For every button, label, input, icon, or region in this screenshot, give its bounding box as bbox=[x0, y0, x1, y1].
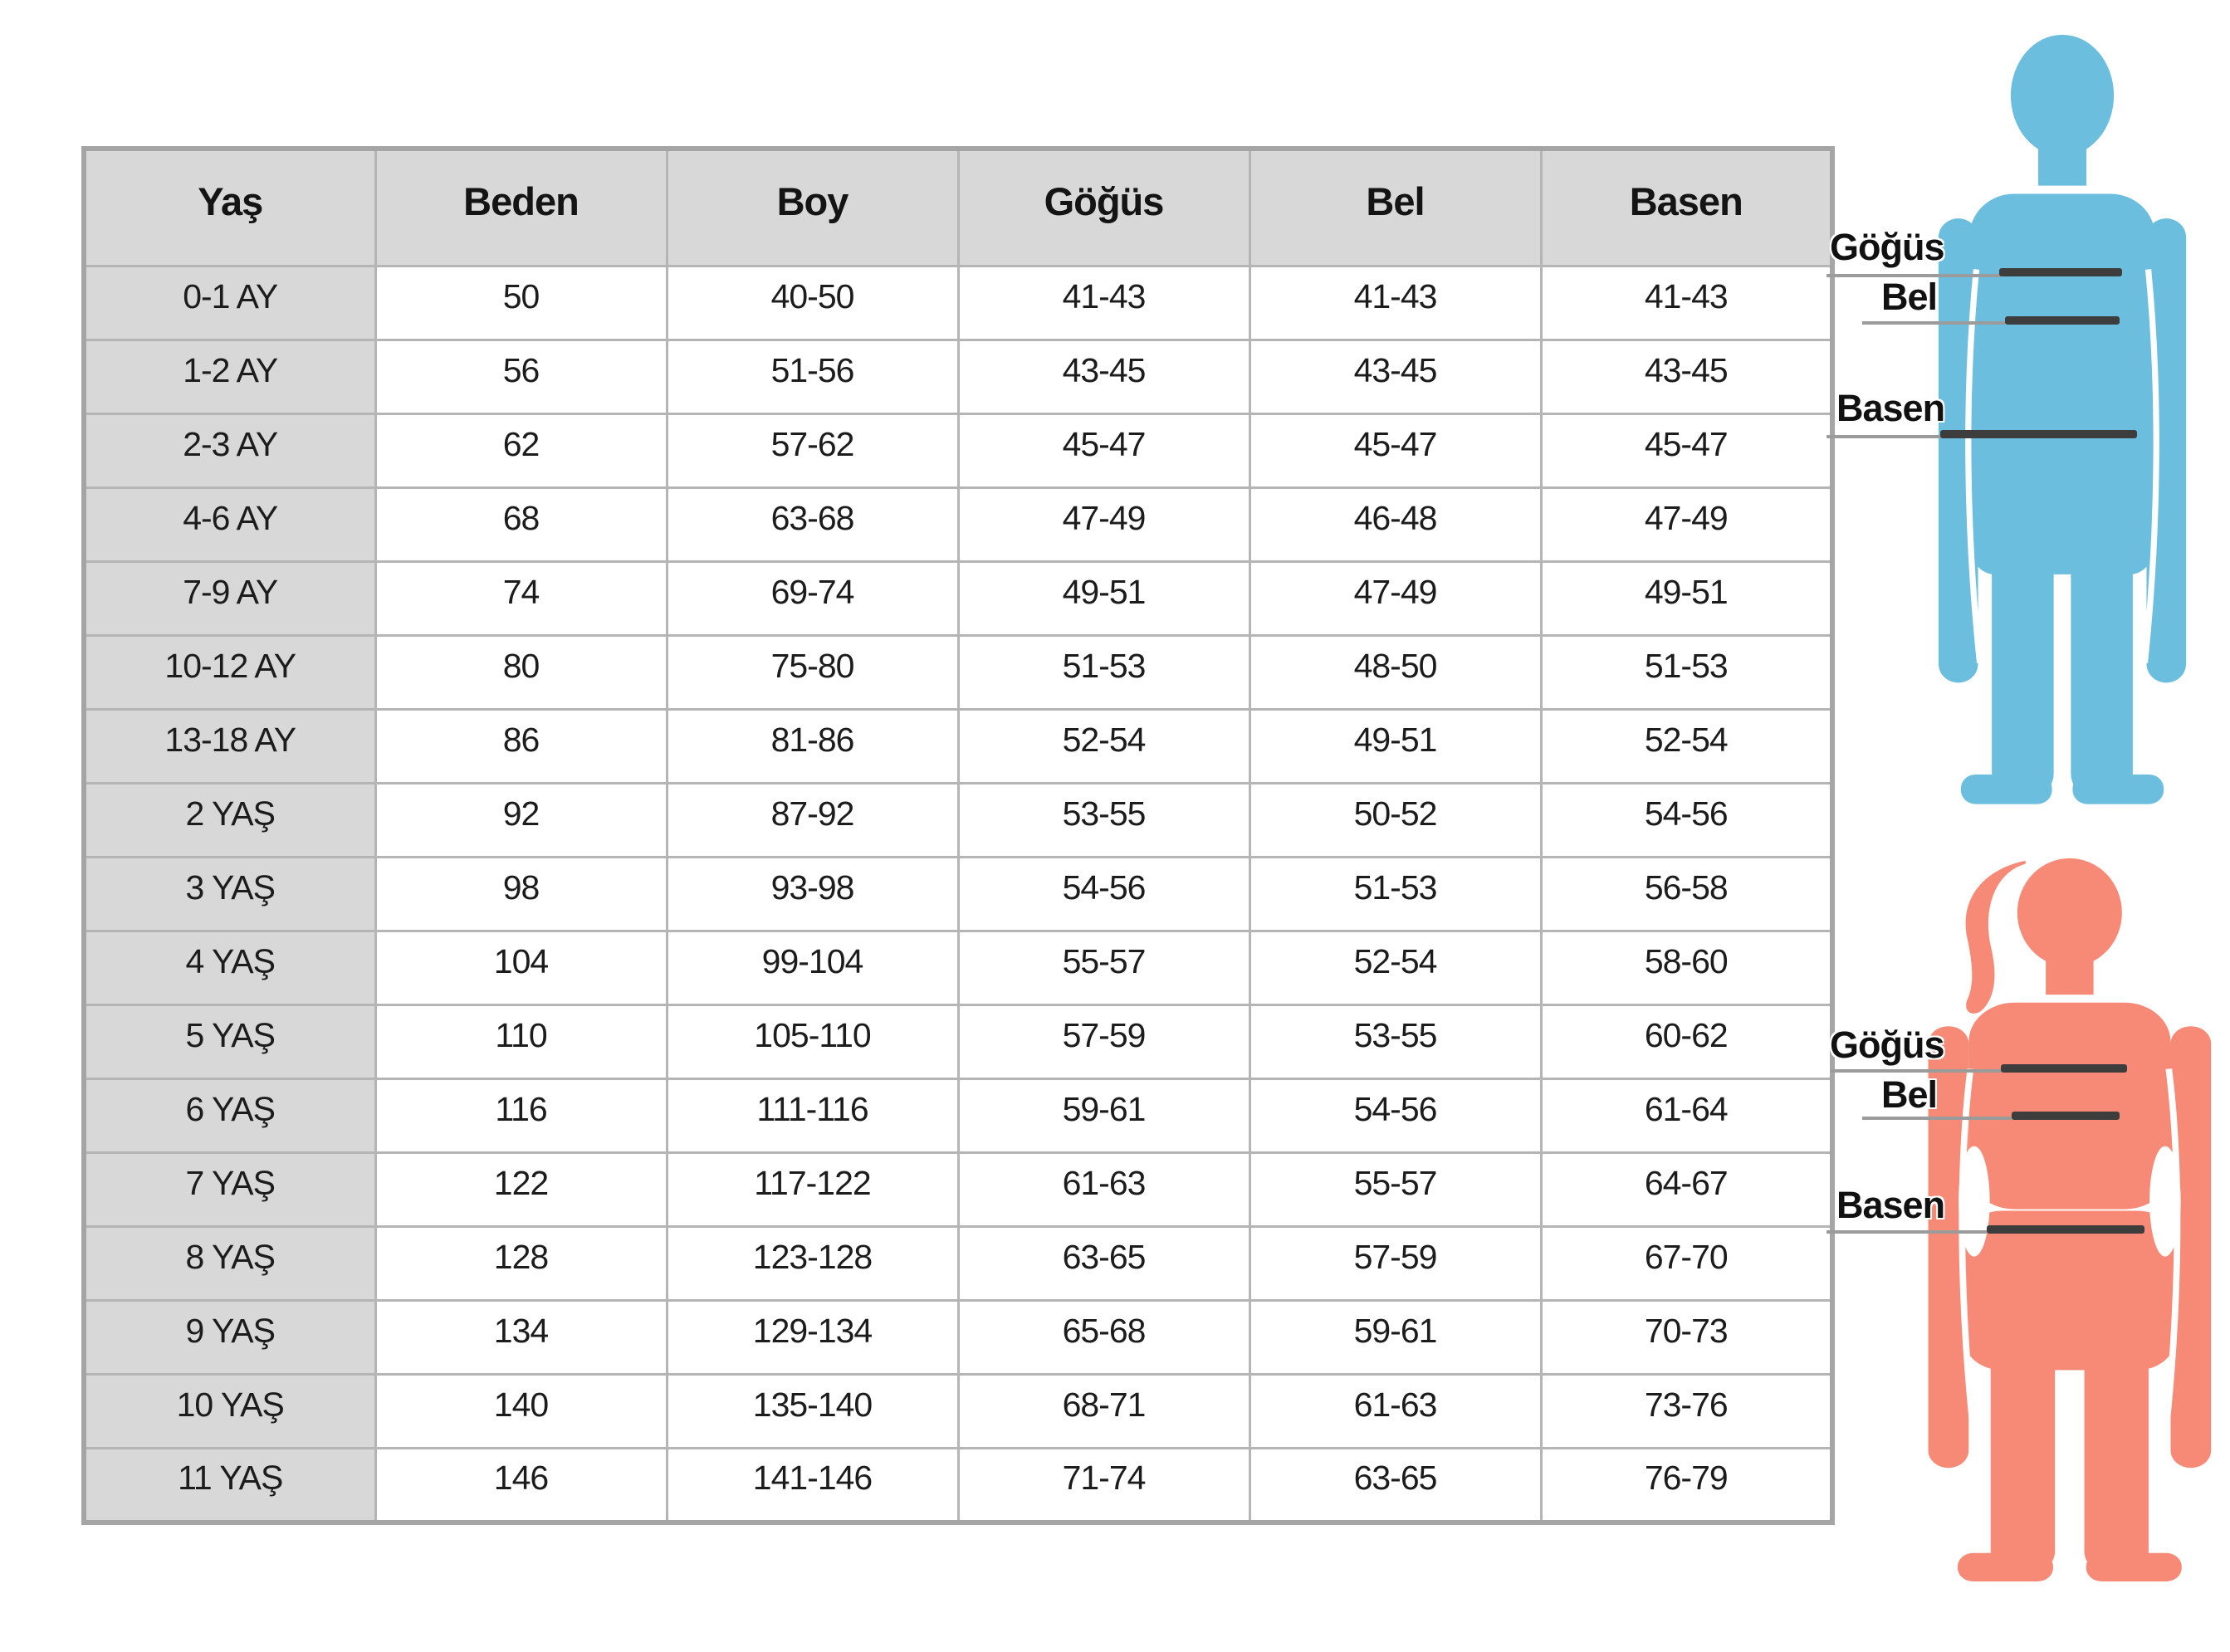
table-row bbox=[84, 1153, 1832, 1227]
age-cell: 9 YAŞ bbox=[84, 1301, 375, 1375]
value-cell: 54-56 bbox=[958, 858, 1249, 931]
boy-chest-line bbox=[1999, 268, 2122, 276]
age-cell: 11 YAŞ bbox=[84, 1449, 375, 1522]
value-cell: 57-59 bbox=[1249, 1227, 1541, 1301]
girl-chest-line bbox=[2001, 1064, 2127, 1073]
size-table-body bbox=[84, 266, 1832, 1522]
value-cell: 81-86 bbox=[667, 710, 958, 784]
value-cell: 47-49 bbox=[958, 488, 1249, 562]
table-row bbox=[84, 710, 1832, 784]
value-cell: 53-55 bbox=[1249, 1005, 1541, 1079]
value-cell: 61-63 bbox=[1249, 1375, 1541, 1449]
age-cell: 2-3 AY bbox=[84, 414, 375, 488]
value-cell: 45-47 bbox=[1541, 414, 1832, 488]
value-cell: 48-50 bbox=[1249, 636, 1541, 710]
value-cell: 54-56 bbox=[1541, 784, 1832, 858]
value-cell: 70-73 bbox=[1541, 1301, 1832, 1375]
value-cell: 129-134 bbox=[667, 1301, 958, 1375]
boy-hip-line bbox=[1940, 430, 2137, 438]
age-cell: 1-2 AY bbox=[84, 340, 375, 414]
value-cell: 55-57 bbox=[958, 931, 1249, 1005]
value-cell: 41-43 bbox=[958, 266, 1249, 340]
value-cell: 55-57 bbox=[1249, 1153, 1541, 1227]
value-cell: 40-50 bbox=[667, 266, 958, 340]
value-cell: 86 bbox=[375, 710, 667, 784]
age-cell: 5 YAŞ bbox=[84, 1005, 375, 1079]
boy-hip-label: Basen bbox=[1836, 387, 1945, 429]
column-header-göğüs: Göğüs bbox=[958, 149, 1249, 266]
table-row bbox=[84, 1301, 1832, 1375]
value-cell: 43-45 bbox=[1249, 340, 1541, 414]
value-cell: 47-49 bbox=[1541, 488, 1832, 562]
table-row bbox=[84, 1375, 1832, 1449]
value-cell: 122 bbox=[375, 1153, 667, 1227]
age-cell: 4-6 AY bbox=[84, 488, 375, 562]
value-cell: 59-61 bbox=[1249, 1301, 1541, 1375]
age-cell: 10-12 AY bbox=[84, 636, 375, 710]
value-cell: 51-53 bbox=[958, 636, 1249, 710]
value-cell: 73-76 bbox=[1541, 1375, 1832, 1449]
table-row bbox=[84, 636, 1832, 710]
value-cell: 49-51 bbox=[1249, 710, 1541, 784]
boy-chest-label: Göğüs bbox=[1830, 226, 1944, 268]
table-row bbox=[84, 931, 1832, 1005]
value-cell: 51-53 bbox=[1249, 858, 1541, 931]
value-cell: 68 bbox=[375, 488, 667, 562]
value-cell: 92 bbox=[375, 784, 667, 858]
table-row bbox=[84, 784, 1832, 858]
girl-hip-line-leader bbox=[1827, 1230, 1987, 1234]
age-cell: 4 YAŞ bbox=[84, 931, 375, 1005]
value-cell: 52-54 bbox=[1249, 931, 1541, 1005]
value-cell: 49-51 bbox=[1541, 562, 1832, 636]
value-cell: 63-65 bbox=[958, 1227, 1249, 1301]
value-cell: 49-51 bbox=[958, 562, 1249, 636]
age-cell: 7-9 AY bbox=[84, 562, 375, 636]
value-cell: 60-62 bbox=[1541, 1005, 1832, 1079]
value-cell: 146 bbox=[375, 1449, 667, 1522]
value-cell: 63-65 bbox=[1249, 1449, 1541, 1522]
value-cell: 51-53 bbox=[1541, 636, 1832, 710]
value-cell: 56 bbox=[375, 340, 667, 414]
value-cell: 75-80 bbox=[667, 636, 958, 710]
value-cell: 128 bbox=[375, 1227, 667, 1301]
boy-hip-line-leader bbox=[1827, 435, 1940, 438]
value-cell: 52-54 bbox=[958, 710, 1249, 784]
value-cell: 117-122 bbox=[667, 1153, 958, 1227]
value-cell: 50 bbox=[375, 266, 667, 340]
value-cell: 61-64 bbox=[1541, 1079, 1832, 1153]
table-row bbox=[84, 1005, 1832, 1079]
value-cell: 140 bbox=[375, 1375, 667, 1449]
value-cell: 46-48 bbox=[1249, 488, 1541, 562]
girl-chest-label: Göğüs bbox=[1830, 1024, 1944, 1066]
size-table bbox=[81, 146, 1835, 1525]
girl-waist-line-leader bbox=[1862, 1117, 2012, 1120]
value-cell: 65-68 bbox=[958, 1301, 1249, 1375]
value-cell: 58-60 bbox=[1541, 931, 1832, 1005]
value-cell: 67-70 bbox=[1541, 1227, 1832, 1301]
age-cell: 3 YAŞ bbox=[84, 858, 375, 931]
value-cell: 80 bbox=[375, 636, 667, 710]
table-row bbox=[84, 1079, 1832, 1153]
value-cell: 141-146 bbox=[667, 1449, 958, 1522]
value-cell: 99-104 bbox=[667, 931, 958, 1005]
age-cell: 6 YAŞ bbox=[84, 1079, 375, 1153]
table-row bbox=[84, 340, 1832, 414]
value-cell: 111-116 bbox=[667, 1079, 958, 1153]
column-header-boy: Boy bbox=[667, 149, 958, 266]
table-row bbox=[84, 1449, 1832, 1522]
value-cell: 68-71 bbox=[958, 1375, 1249, 1449]
value-cell: 47-49 bbox=[1249, 562, 1541, 636]
age-cell: 0-1 AY bbox=[84, 266, 375, 340]
value-cell: 53-55 bbox=[958, 784, 1249, 858]
girl-hip-line bbox=[1987, 1225, 2144, 1234]
column-header-bel: Bel bbox=[1249, 149, 1541, 266]
age-cell: 13-18 AY bbox=[84, 710, 375, 784]
age-cell: 2 YAŞ bbox=[84, 784, 375, 858]
value-cell: 41-43 bbox=[1541, 266, 1832, 340]
value-cell: 134 bbox=[375, 1301, 667, 1375]
value-cell: 62 bbox=[375, 414, 667, 488]
girl-chest-line-leader bbox=[1831, 1069, 2001, 1073]
column-header-basen: Basen bbox=[1541, 149, 1832, 266]
value-cell: 64-67 bbox=[1541, 1153, 1832, 1227]
value-cell: 76-79 bbox=[1541, 1449, 1832, 1522]
value-cell: 45-47 bbox=[1249, 414, 1541, 488]
value-cell: 61-63 bbox=[958, 1153, 1249, 1227]
value-cell: 56-58 bbox=[1541, 858, 1832, 931]
size-table-head bbox=[84, 149, 1832, 266]
table-row bbox=[84, 562, 1832, 636]
boy-waist-label: Bel bbox=[1881, 276, 1938, 318]
value-cell: 57-59 bbox=[958, 1005, 1249, 1079]
girl-figure bbox=[1906, 840, 2218, 1629]
value-cell: 123-128 bbox=[667, 1227, 958, 1301]
column-header-yaş: Yaş bbox=[84, 149, 375, 266]
girl-silhouette bbox=[1906, 840, 2218, 1629]
size-table-header-row bbox=[84, 149, 1832, 266]
table-row bbox=[84, 858, 1832, 931]
value-cell: 116 bbox=[375, 1079, 667, 1153]
value-cell: 74 bbox=[375, 562, 667, 636]
column-header-beden: Beden bbox=[375, 149, 667, 266]
value-cell: 93-98 bbox=[667, 858, 958, 931]
value-cell: 45-47 bbox=[958, 414, 1249, 488]
value-cell: 41-43 bbox=[1249, 266, 1541, 340]
value-cell: 135-140 bbox=[667, 1375, 958, 1449]
value-cell: 50-52 bbox=[1249, 784, 1541, 858]
value-cell: 69-74 bbox=[667, 562, 958, 636]
value-cell: 98 bbox=[375, 858, 667, 931]
table-row bbox=[84, 1227, 1832, 1301]
girl-hip-label: Basen bbox=[1836, 1184, 1945, 1226]
girl-waist-label: Bel bbox=[1881, 1073, 1938, 1116]
value-cell: 59-61 bbox=[958, 1079, 1249, 1153]
table-row bbox=[84, 488, 1832, 562]
table-row bbox=[84, 266, 1832, 340]
value-cell: 52-54 bbox=[1541, 710, 1832, 784]
value-cell: 87-92 bbox=[667, 784, 958, 858]
boy-waist-line-leader bbox=[1862, 321, 2005, 325]
value-cell: 105-110 bbox=[667, 1005, 958, 1079]
value-cell: 51-56 bbox=[667, 340, 958, 414]
value-cell: 71-74 bbox=[958, 1449, 1249, 1522]
girl-waist-line bbox=[2012, 1112, 2120, 1120]
age-cell: 8 YAŞ bbox=[84, 1227, 375, 1301]
value-cell: 43-45 bbox=[1541, 340, 1832, 414]
value-cell: 57-62 bbox=[667, 414, 958, 488]
boy-waist-line bbox=[2005, 316, 2120, 325]
table-row bbox=[84, 414, 1832, 488]
value-cell: 63-68 bbox=[667, 488, 958, 562]
age-cell: 10 YAŞ bbox=[84, 1375, 375, 1449]
value-cell: 104 bbox=[375, 931, 667, 1005]
value-cell: 110 bbox=[375, 1005, 667, 1079]
age-cell: 7 YAŞ bbox=[84, 1153, 375, 1227]
value-cell: 54-56 bbox=[1249, 1079, 1541, 1153]
value-cell: 43-45 bbox=[958, 340, 1249, 414]
